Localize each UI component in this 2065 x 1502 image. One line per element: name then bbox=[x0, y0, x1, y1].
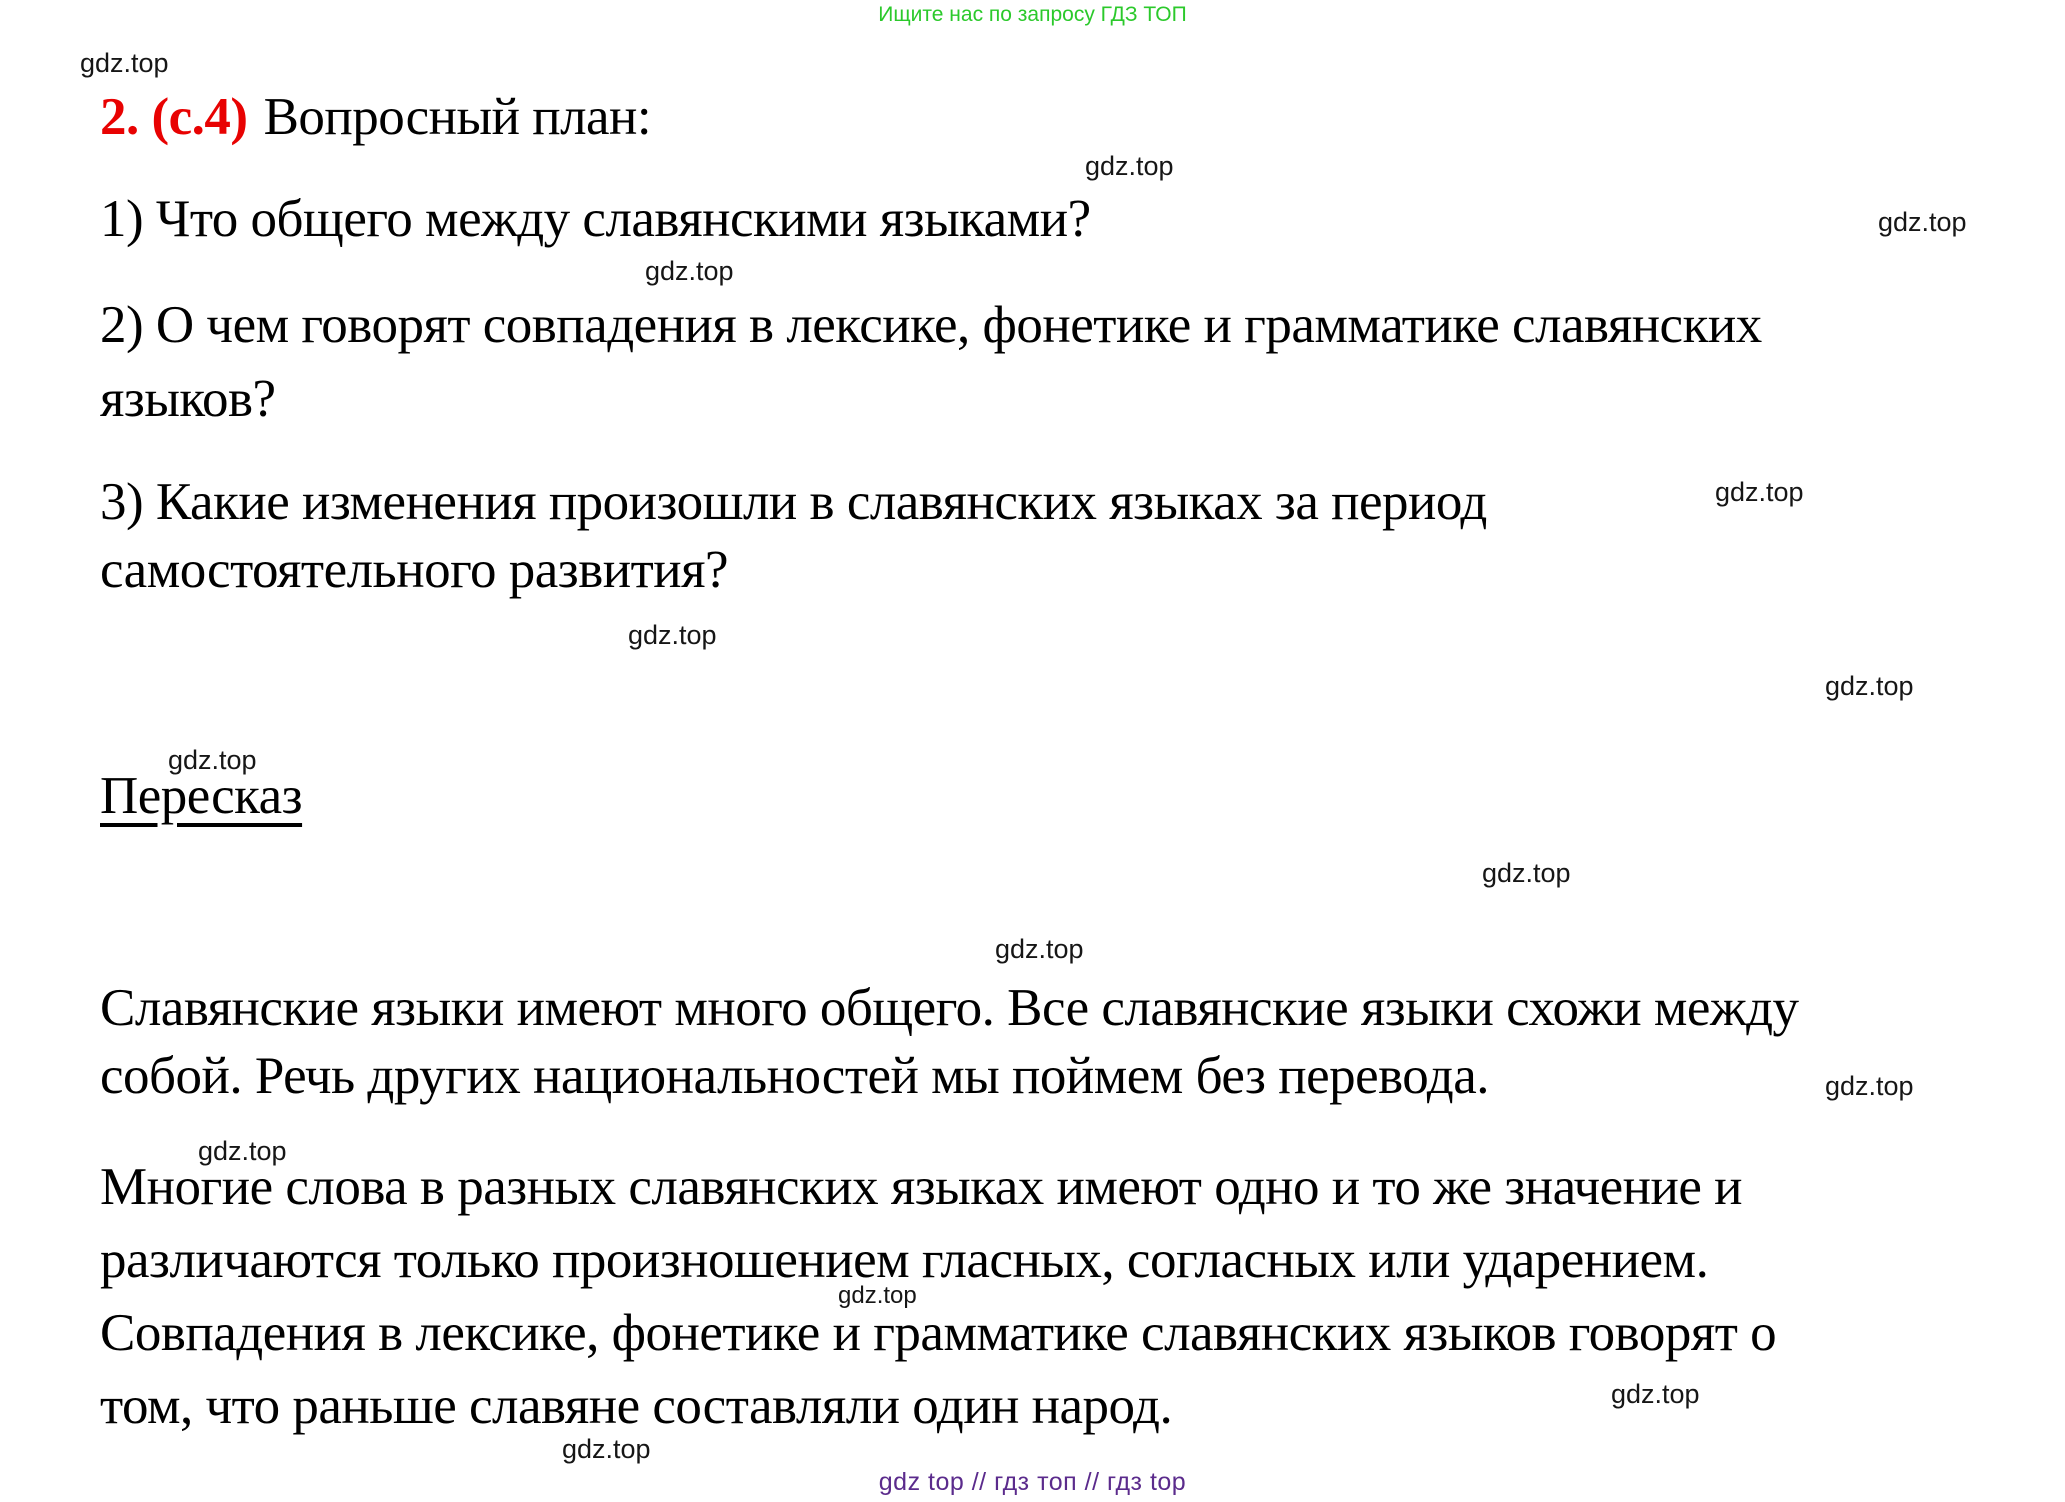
gdz-watermark: gdz.top bbox=[168, 745, 257, 775]
gdz-watermark: gdz.top bbox=[1878, 207, 1967, 237]
gdz-watermark: gdz.top bbox=[838, 1282, 917, 1309]
gdz-watermark: gdz.top bbox=[995, 934, 1084, 964]
gdz-watermark: gdz.top bbox=[1482, 858, 1571, 888]
gdz-watermark: gdz.top bbox=[198, 1136, 287, 1166]
question-1 bbox=[100, 189, 1091, 249]
question-line: самостоятельного развития? bbox=[100, 541, 729, 599]
gdz-watermark: gdz.top bbox=[1715, 477, 1804, 507]
gdz-watermark: gdz.top bbox=[628, 620, 717, 650]
gdz-watermark: gdz.top bbox=[1825, 671, 1914, 701]
question-3 bbox=[100, 468, 1487, 604]
paragraph-line: собой. Речь других национальностей мы поймем без перевода. bbox=[100, 1047, 1490, 1105]
gdz-watermark: gdz.top bbox=[562, 1434, 651, 1464]
question-line: 2) О чем говорят совпадения в лексике, фонетике и грамматике славянских bbox=[100, 296, 1762, 354]
task-header bbox=[100, 87, 651, 147]
retelling-paragraph-2 bbox=[100, 1151, 1776, 1443]
retelling-paragraph-1 bbox=[100, 974, 1799, 1110]
retelling-heading bbox=[100, 766, 302, 826]
paragraph-line: Совпадения в лексике, фонетике и грамматике славянских языков говорят о bbox=[100, 1304, 1777, 1362]
footer-site-links: gdz top // гдз топ // гдз top bbox=[878, 1468, 1187, 1496]
top-search-hint: Ищите нас по запросу ГДЗ ТОП bbox=[878, 3, 1187, 26]
paragraph-line: различаются только произношением гласных, согласных или ударением. bbox=[100, 1231, 1709, 1289]
retelling-heading-label: Пересказ bbox=[100, 767, 303, 825]
gdz-watermark: gdz.top bbox=[645, 256, 734, 286]
task-number: 2. (с.4) bbox=[100, 88, 248, 146]
paragraph-line: Многие слова в разных славянских языках имеют одно и то же значение и bbox=[100, 1158, 1743, 1216]
gdz-watermark: gdz.top bbox=[80, 48, 169, 78]
question-2 bbox=[100, 288, 1762, 436]
paragraph-line: том, что раньше славяне составляли один народ. bbox=[100, 1377, 1173, 1435]
paragraph-line: Славянские языки имеют много общего. Все славянские языки схожи между bbox=[100, 979, 1799, 1037]
gdz-watermark: gdz.top bbox=[1085, 151, 1174, 181]
question-line: 1) Что общего между славянскими языками? bbox=[100, 190, 1091, 248]
task-title: Вопросный план: bbox=[263, 88, 652, 146]
gdz-watermark: gdz.top bbox=[1611, 1379, 1700, 1409]
question-line: 3) Какие изменения произошли в славянских языках за период bbox=[100, 473, 1487, 531]
gdz-watermark: gdz.top bbox=[1825, 1071, 1914, 1101]
question-line: языков? bbox=[100, 370, 276, 428]
